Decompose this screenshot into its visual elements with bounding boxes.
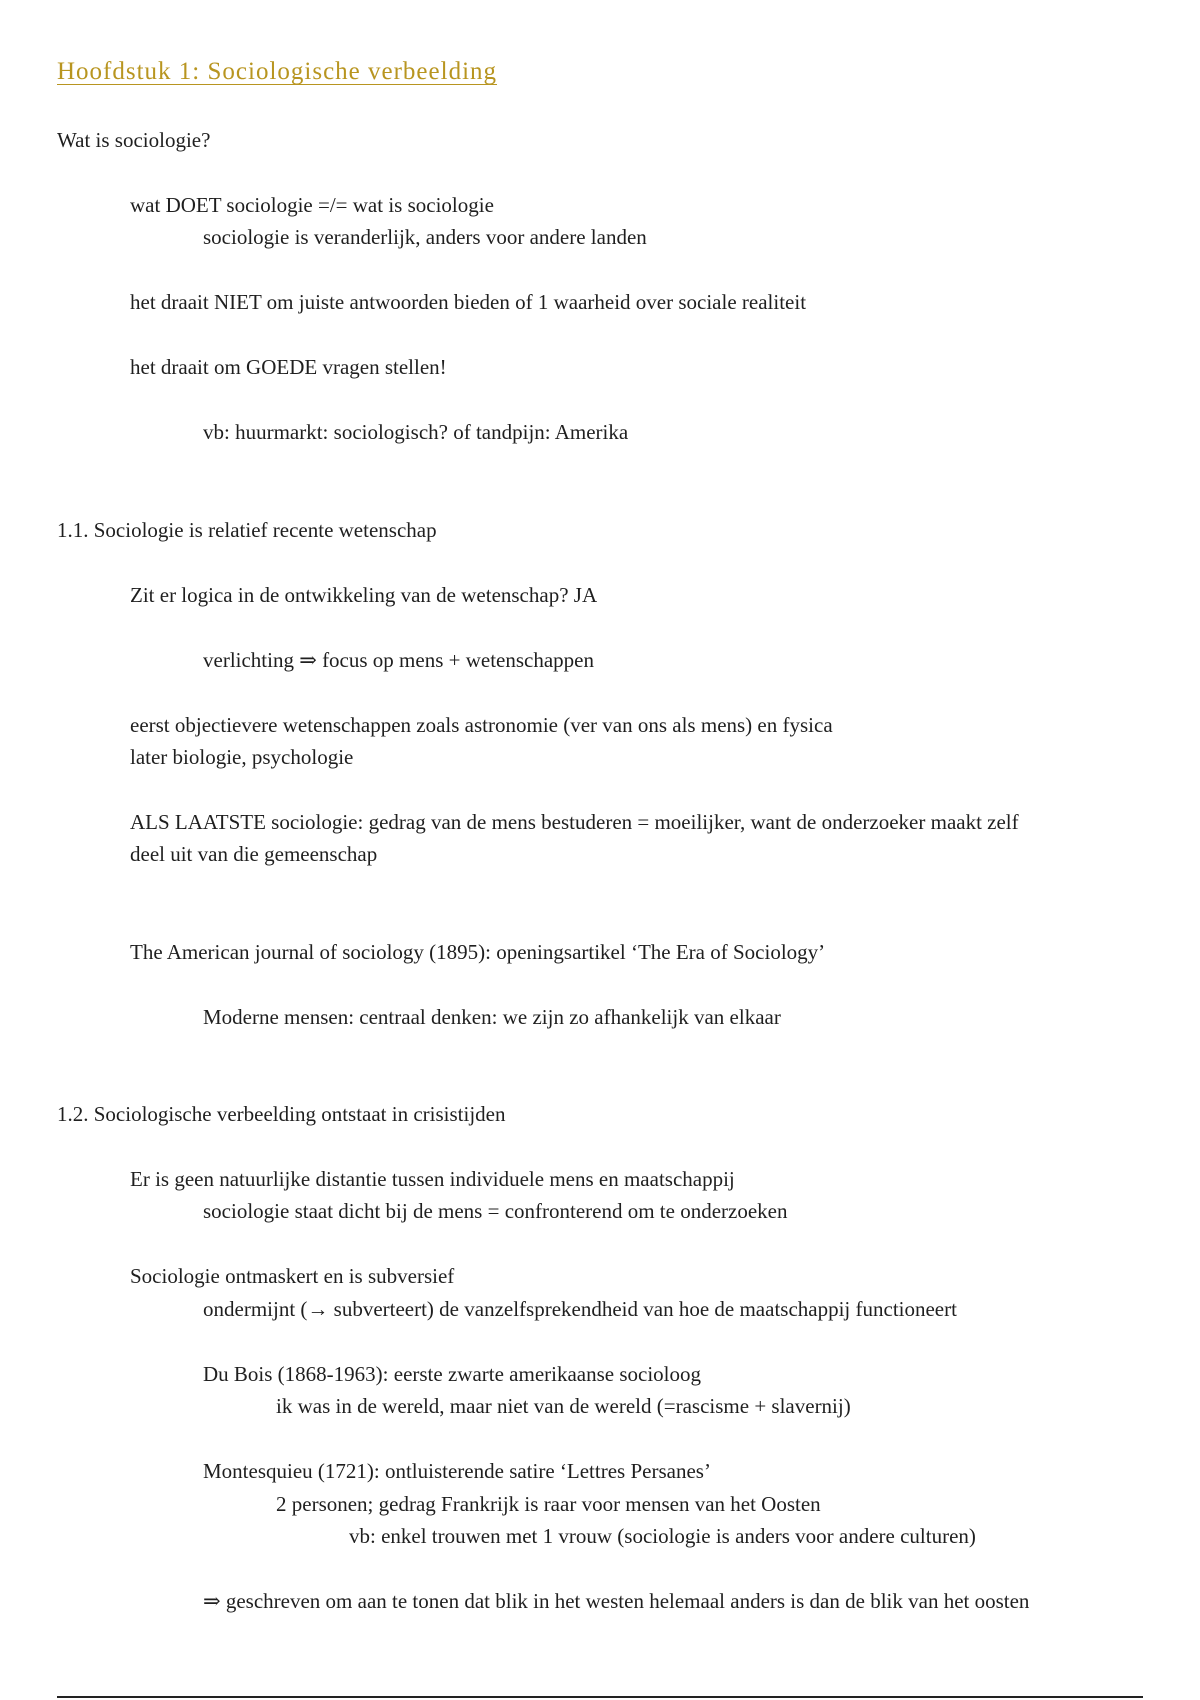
section-line: later biologie, psychologie xyxy=(130,745,354,769)
intro-line: het draait NIET om juiste antwoorden bieden of 1 waarheid over sociale realiteit xyxy=(130,290,807,314)
section-line: sociologie staat dicht bij de mens = confronterend om te onderzoeken xyxy=(203,1199,788,1223)
section-line: ondermijnt (→ subverteert) de vanzelfsprekendheid van hoe de maatschappij functioneert xyxy=(203,1297,957,1321)
section-heading: 1.2. Sociologische verbeelding ontstaat in crisistijden xyxy=(57,1102,506,1126)
section-heading: 1.1. Sociologie is relatief recente wetenschap xyxy=(57,518,437,542)
page-bottom-rule xyxy=(57,1696,1143,1698)
section-line: ⇒ geschreven om aan te tonen dat blik in het westen helemaal anders is dan de blik van het oosten xyxy=(203,1589,1030,1613)
section-line: vb: enkel trouwen met 1 vrouw (sociologie is anders voor andere culturen) xyxy=(349,1524,976,1548)
intro-line: vb: huurmarkt: sociologisch? of tandpijn: Amerika xyxy=(203,420,629,444)
section-line: Er is geen natuurlijke distantie tussen individuele mens en maatschappij xyxy=(130,1167,735,1191)
section-line: Du Bois (1868-1963): eerste zwarte amerikaanse socioloog xyxy=(203,1362,702,1386)
intro-line: het draait om GOEDE vragen stellen! xyxy=(130,355,447,379)
section-line: Moderne mensen: centraal denken: we zijn zo afhankelijk van elkaar xyxy=(203,1005,781,1029)
chapter-title: Hoofdstuk 1: Sociologische verbeelding xyxy=(57,58,498,85)
section-line: The American journal of sociology (1895): openingsartikel ‘The Era of Sociology’ xyxy=(130,940,826,964)
intro-line: sociologie is veranderlijk, anders voor andere landen xyxy=(203,225,647,249)
section-line: Montesquieu (1721): ontluisterende satire ‘Lettres Persanes’ xyxy=(203,1459,711,1483)
section-line: Zit er logica in de ontwikkeling van de wetenschap? JA xyxy=(130,583,598,607)
section-line: Sociologie ontmaskert en is subversief xyxy=(130,1264,455,1288)
section-line: verlichting ⇒ focus op mens + wetenschappen xyxy=(203,648,595,672)
section-line: eerst objectievere wetenschappen zoals astronomie (ver van ons als mens) en fysica xyxy=(130,713,833,737)
section-line: ik was in de wereld, maar niet van de wereld (=rascisme + slavernij) xyxy=(276,1394,851,1418)
section-line: 2 personen; gedrag Frankrijk is raar voor mensen van het Oosten xyxy=(276,1492,821,1516)
intro-heading: Wat is sociologie? xyxy=(57,128,211,152)
section-line: deel uit van die gemeenschap xyxy=(130,842,378,866)
intro-line: wat DOET sociologie =/= wat is sociologie xyxy=(130,193,494,217)
section-line: ALS LAATSTE sociologie: gedrag van de mens bestuderen = moeilijker, want de onderzoeker maakt zelf xyxy=(130,810,1019,834)
